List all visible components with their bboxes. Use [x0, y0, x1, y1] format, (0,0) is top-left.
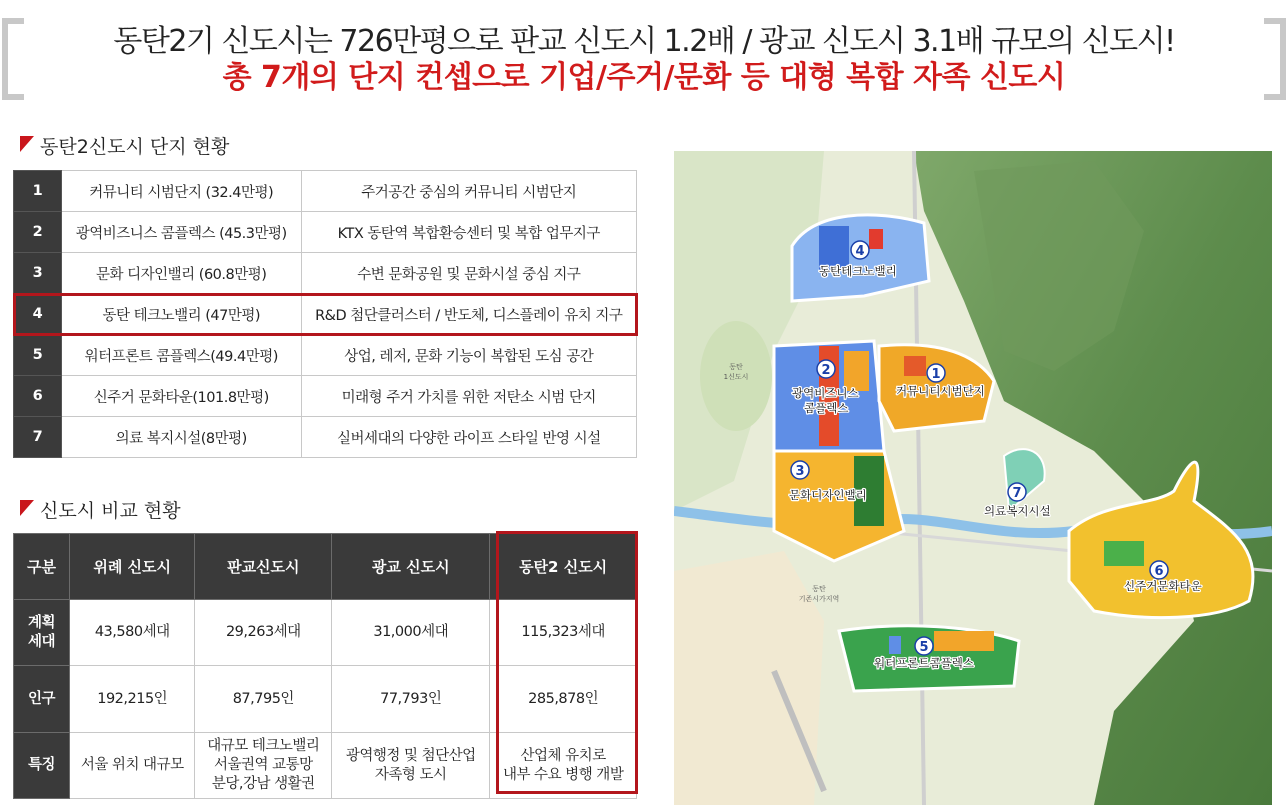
map-label-5-text: 워터프론트콤플렉스 [874, 656, 974, 670]
compare-cell: 115,323세대 [490, 600, 637, 666]
complex-name: 광역비즈니스 콤플렉스 (45.3만평) [61, 212, 301, 253]
complex-row-2 [14, 212, 637, 253]
compare-cell: 192,215인 [70, 666, 195, 733]
district-5-block [889, 636, 901, 654]
district-2-block [844, 351, 869, 391]
map-label-6-text: 신주거문화타운 [1124, 579, 1202, 593]
complex-description: 수변 문화공원 및 문화시설 중심 지구 [301, 253, 636, 294]
district-5-block [934, 631, 994, 651]
complex-row-1 [14, 171, 637, 212]
svg-text:5: 5 [919, 640, 929, 655]
district-4-block [869, 229, 883, 249]
red-triangle-icon [20, 500, 34, 516]
compare-cell: 29,263세대 [195, 600, 332, 666]
complex-section-title-text: 동탄2신도시 단지 현황 [40, 136, 230, 158]
svg-text:기존시가지역: 기존시가지역 [798, 595, 840, 603]
complex-number: 1 [14, 171, 62, 212]
svg-text:3: 3 [795, 464, 805, 479]
compare-section-title-text: 신도시 비교 현황 [40, 500, 181, 522]
complex-description: 주거공간 중심의 커뮤니티 시범단지 [301, 171, 636, 212]
svg-text:7: 7 [1012, 486, 1022, 501]
compare-row-label: 인구 [14, 666, 70, 733]
compare-header-3: 광교 신도시 [332, 534, 490, 600]
complex-name: 신주거 문화타운(101.8만평) [61, 376, 301, 417]
highlight-column-box [496, 531, 638, 794]
compare-row-label: 특징 [14, 733, 70, 799]
complex-description: 실버세대의 다양한 라이프 스타일 반영 시설 [301, 417, 636, 458]
district-1-block [904, 356, 926, 376]
headline-primary: 동탄2기 신도시는 726만평으로 판교 신도시 1.2배 / 광교 신도시 3.1배 규모의 신도시! [113, 24, 1175, 59]
complex-description: 미래형 주거 가치를 위한 저탄소 시범 단지 [301, 376, 636, 417]
compare-cell: 31,000세대 [332, 600, 490, 666]
compare-header-0: 구분 [14, 534, 70, 600]
svg-text:2: 2 [821, 363, 831, 378]
complex-row-5 [14, 335, 637, 376]
district-6-park [1104, 541, 1144, 566]
existing-city-area [674, 551, 824, 805]
complex-number: 4 [14, 294, 62, 335]
compare-cell: 77,793인 [332, 666, 490, 733]
svg-text:동탄: 동탄 [812, 585, 826, 593]
compare-header-4: 동탄2 신도시 [490, 534, 637, 600]
map-label-2-text2: 콤플렉스 [804, 401, 849, 415]
complex-row-7 [14, 417, 637, 458]
compare-cell: 산업체 유치로 내부 수요 병행 개발 [490, 733, 637, 799]
complex-name: 동탄 테크노밸리 (47만평) [61, 294, 301, 335]
compare-cell: 87,795인 [195, 666, 332, 733]
complex-row-3 [14, 253, 637, 294]
complex-name: 커뮤니티 시범단지 (32.4만평) [61, 171, 301, 212]
map-label-2-text: 광역비즈니스 [792, 386, 859, 400]
svg-text:동탄: 동탄 [729, 363, 743, 371]
compare-cell: 서울 위치 대규모 [70, 733, 195, 799]
red-triangle-icon [20, 136, 34, 152]
svg-text:1: 1 [931, 367, 941, 382]
complex-number: 6 [14, 376, 62, 417]
district-map [674, 151, 1272, 805]
complex-number: 3 [14, 253, 62, 294]
svg-text:6: 6 [1154, 564, 1164, 579]
svg-text:4: 4 [855, 244, 865, 259]
complex-row-6 [14, 376, 637, 417]
complex-description: KTX 동탄역 복합환승센터 및 복합 업무지구 [301, 212, 636, 253]
svg-text:1신도시: 1신도시 [723, 373, 749, 381]
compare-row-label: 계획 세대 [14, 600, 70, 666]
complex-number: 5 [14, 335, 62, 376]
compare-header-1: 위례 신도시 [70, 534, 195, 600]
compare-cell: 대규모 테크노밸리 서울권역 교통망 분당,강남 생활권 [195, 733, 332, 799]
complex-name: 워터프론트 콤플렉스(49.4만평) [61, 335, 301, 376]
complex-name: 의료 복지시설(8만평) [61, 417, 301, 458]
compare-section-title [20, 496, 181, 523]
complex-number: 2 [14, 212, 62, 253]
compare-cell: 43,580세대 [70, 600, 195, 666]
complex-section-title [20, 132, 229, 159]
district-map-svg [674, 151, 1272, 805]
complex-description: R&D 첨단클러스터 / 반도체, 디스플레이 유치 지구 [301, 294, 636, 335]
headline-secondary: 총 7개의 단지 컨셉으로 기업/주거/문화 등 대형 복합 자족 신도시 [222, 60, 1066, 95]
compare-cell: 285,878인 [490, 666, 637, 733]
map-label-7-text: 의료복지시설 [984, 504, 1051, 518]
map-label-1-text: 커뮤니티시범단지 [896, 384, 985, 398]
compare-header-2: 판교신도시 [195, 534, 332, 600]
map-label-3-text: 문화디자인밸리 [789, 488, 867, 502]
highlight-row-box [13, 293, 638, 336]
compare-cell: 광역행정 및 첨단산업 자족형 도시 [332, 733, 490, 799]
complex-number: 7 [14, 417, 62, 458]
complex-description: 상업, 레저, 문화 기능이 복합된 도심 공간 [301, 335, 636, 376]
complex-name: 문화 디자인밸리 (60.8만평) [61, 253, 301, 294]
map-label-4-text: 동탄테크노밸리 [819, 264, 897, 278]
